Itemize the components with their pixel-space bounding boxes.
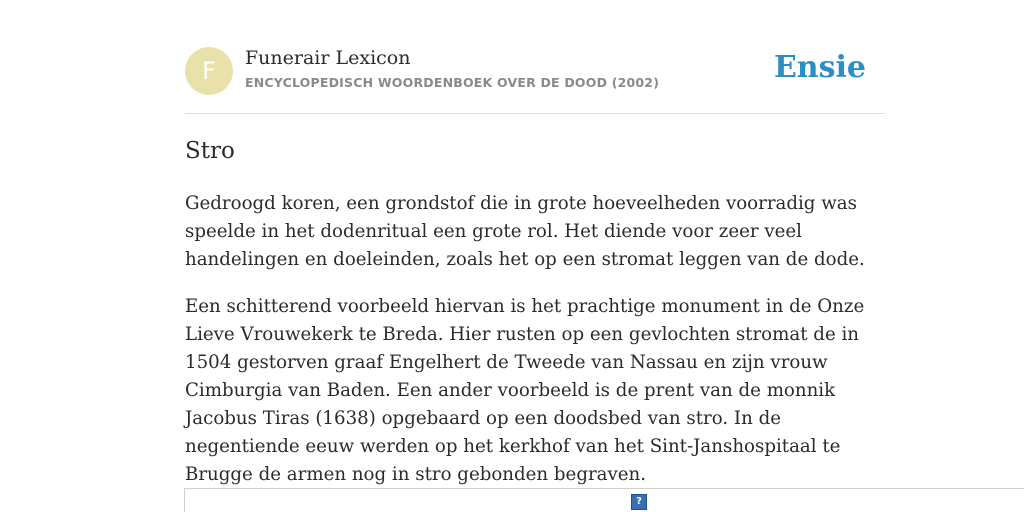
entry-title: Stro — [185, 138, 235, 164]
site-header — [185, 46, 885, 96]
ensie-logo-link[interactable]: Ensie — [773, 50, 866, 85]
book-avatar[interactable]: F — [185, 47, 233, 95]
ad-frame — [184, 488, 1024, 512]
entry-paragraph: Gedroogd koren, een grondstof die in grote hoeveelheden voorradig was speelde in het dodenritual een grote rol. Het diende voor zeer veel handelingen en doeleinden, zoals het op een stromat leggen van de dode. — [185, 193, 865, 270]
book-subtitle: ENCYCLOPEDISCH WOORDENBOEK OVER DE DOOD (2002) — [245, 75, 660, 90]
header-divider — [185, 113, 885, 114]
entry-paragraph: Een schitterend voorbeeld hiervan is het prachtige monument in de Onze Lieve Vrouwekerk te Breda. Hier rusten op een gevlochten stromat de in 1504 gestorven graaf Engelhert de Tweede van Nassau en zijn vrouw Cimburgia van Baden. Een ander voorbeeld is de prent van de monnik Jacobus Tiras (1638) opgebaard op een doodsbed van stro. In de negentiende eeuw werden op het kerkhof van het Sint-Janshospitaal te Brugge de armen nog in stro gebonden begraven. — [185, 296, 865, 485]
book-title-link[interactable]: Funerair Lexicon — [245, 47, 411, 69]
entry-content — [185, 190, 890, 508]
broken-image-icon[interactable]: ? — [631, 494, 647, 510]
